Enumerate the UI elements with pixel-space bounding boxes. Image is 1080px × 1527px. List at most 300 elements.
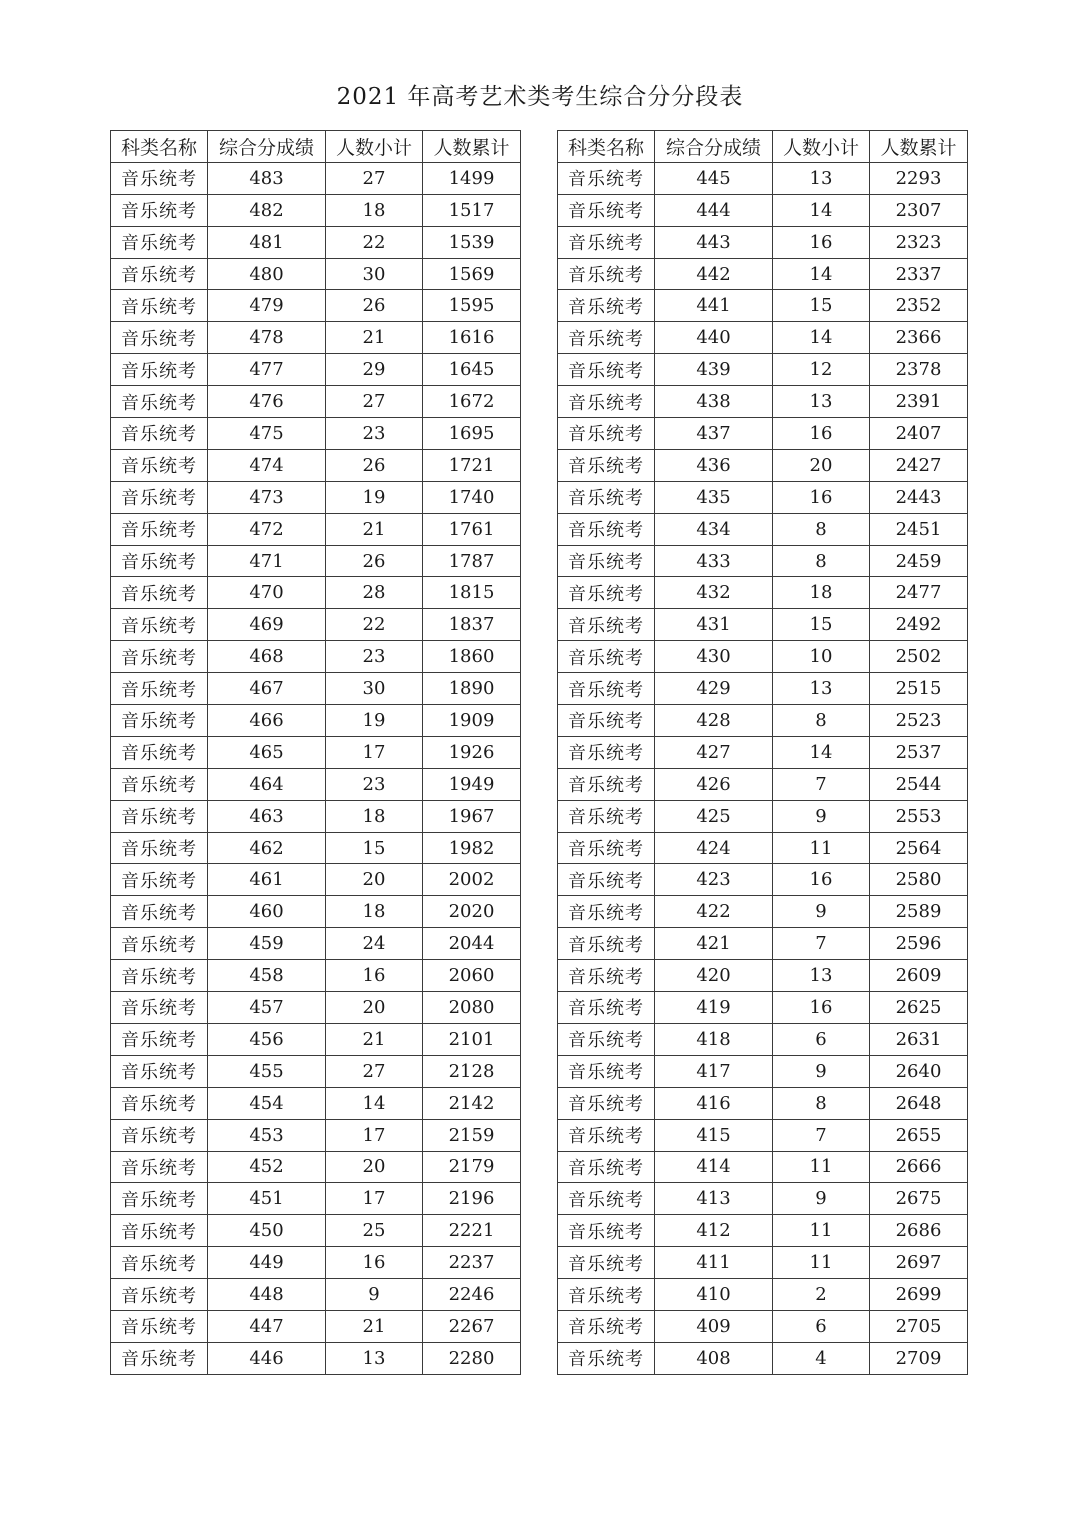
cell-count: 18: [326, 800, 423, 832]
table-row: [558, 705, 968, 737]
cell-category: 音乐统考: [111, 1215, 208, 1247]
cell-score: 455: [208, 1055, 326, 1087]
cell-category: 音乐统考: [111, 896, 208, 928]
cell-category: 音乐统考: [558, 354, 655, 386]
cell-score: 417: [655, 1055, 773, 1087]
cell-category: 音乐统考: [111, 768, 208, 800]
table-row: [558, 609, 968, 641]
cell-cumulative: 1499: [423, 162, 521, 194]
table-row: [111, 641, 521, 673]
cell-score: 408: [655, 1342, 773, 1374]
cell-category: 音乐统考: [111, 960, 208, 992]
cell-score: 430: [655, 641, 773, 673]
table-row: [111, 705, 521, 737]
cell-score: 445: [655, 162, 773, 194]
table-row: [558, 1310, 968, 1342]
cell-score: 461: [208, 864, 326, 896]
table-row: [111, 960, 521, 992]
cell-cumulative: 2709: [870, 1342, 968, 1374]
table-row: [558, 1247, 968, 1279]
cell-count: 2: [773, 1279, 870, 1311]
cell-cumulative: 2705: [870, 1310, 968, 1342]
cell-score: 414: [655, 1151, 773, 1183]
cell-score: 464: [208, 768, 326, 800]
cell-score: 428: [655, 705, 773, 737]
cell-score: 411: [655, 1247, 773, 1279]
cell-category: 音乐统考: [558, 1055, 655, 1087]
cell-category: 音乐统考: [111, 194, 208, 226]
cell-score: 470: [208, 577, 326, 609]
cell-score: 462: [208, 832, 326, 864]
score-table-left: [110, 130, 521, 1375]
cell-category: 音乐统考: [558, 1215, 655, 1247]
cell-score: 478: [208, 322, 326, 354]
cell-cumulative: 2352: [870, 290, 968, 322]
cell-count: 21: [326, 1023, 423, 1055]
cell-cumulative: 2020: [423, 896, 521, 928]
cell-count: 4: [773, 1342, 870, 1374]
cell-count: 11: [773, 1247, 870, 1279]
cell-count: 12: [773, 354, 870, 386]
cell-count: 14: [773, 194, 870, 226]
cell-score: 433: [655, 545, 773, 577]
table-row: [558, 800, 968, 832]
cell-category: 音乐统考: [558, 1247, 655, 1279]
cell-count: 17: [326, 1119, 423, 1151]
cell-count: 15: [326, 832, 423, 864]
cell-count: 9: [773, 896, 870, 928]
table-row: [558, 1151, 968, 1183]
cell-score: 479: [208, 290, 326, 322]
cell-cumulative: 2502: [870, 641, 968, 673]
table-row: [558, 896, 968, 928]
cell-category: 音乐统考: [111, 992, 208, 1024]
cell-count: 26: [326, 290, 423, 322]
cell-count: 21: [326, 1310, 423, 1342]
cell-score: 480: [208, 258, 326, 290]
cell-category: 音乐统考: [558, 1183, 655, 1215]
cell-cumulative: 1926: [423, 736, 521, 768]
cell-score: 466: [208, 705, 326, 737]
table-row: [558, 960, 968, 992]
cell-cumulative: 2648: [870, 1087, 968, 1119]
cell-score: 416: [655, 1087, 773, 1119]
table-row: [111, 1055, 521, 1087]
cell-score: 432: [655, 577, 773, 609]
cell-cumulative: 2128: [423, 1055, 521, 1087]
cell-count: 29: [326, 354, 423, 386]
cell-category: 音乐统考: [111, 1279, 208, 1311]
cell-category: 音乐统考: [558, 449, 655, 481]
cell-category: 音乐统考: [558, 673, 655, 705]
table-row: [558, 1183, 968, 1215]
cell-cumulative: 2580: [870, 864, 968, 896]
table-row: [111, 194, 521, 226]
table-row: [111, 1023, 521, 1055]
cell-count: 16: [773, 481, 870, 513]
cell-category: 音乐统考: [111, 1151, 208, 1183]
cell-category: 音乐统考: [111, 1055, 208, 1087]
cell-score: 468: [208, 641, 326, 673]
table-row: [111, 768, 521, 800]
cell-cumulative: 2237: [423, 1247, 521, 1279]
table-row: [558, 386, 968, 418]
table-row: [111, 928, 521, 960]
table-row: [558, 992, 968, 1024]
cell-cumulative: 2537: [870, 736, 968, 768]
table-row: [111, 992, 521, 1024]
cell-cumulative: 1949: [423, 768, 521, 800]
header-score: 综合分成绩: [655, 131, 773, 163]
cell-category: 音乐统考: [111, 1183, 208, 1215]
cell-category: 音乐统考: [111, 481, 208, 513]
cell-count: 28: [326, 577, 423, 609]
table-row: [558, 832, 968, 864]
table-row: [558, 354, 968, 386]
table-row: [558, 258, 968, 290]
cell-count: 11: [773, 1151, 870, 1183]
cell-cumulative: 2323: [870, 226, 968, 258]
table-row: [558, 577, 968, 609]
cell-count: 9: [773, 1183, 870, 1215]
cell-score: 458: [208, 960, 326, 992]
cell-cumulative: 2666: [870, 1151, 968, 1183]
cell-category: 音乐统考: [558, 800, 655, 832]
cell-cumulative: 2640: [870, 1055, 968, 1087]
table-row: [111, 896, 521, 928]
table-row: [558, 864, 968, 896]
cell-category: 音乐统考: [558, 736, 655, 768]
cell-score: 429: [655, 673, 773, 705]
cell-category: 音乐统考: [111, 928, 208, 960]
cell-count: 13: [773, 162, 870, 194]
cell-category: 音乐统考: [558, 322, 655, 354]
table-row: [558, 1215, 968, 1247]
table-row: [111, 1342, 521, 1374]
table-row: [558, 545, 968, 577]
cell-cumulative: 2142: [423, 1087, 521, 1119]
table-row: [111, 258, 521, 290]
table-row: [558, 418, 968, 450]
cell-score: 474: [208, 449, 326, 481]
cell-count: 19: [326, 705, 423, 737]
cell-count: 11: [773, 1215, 870, 1247]
table-row: [111, 673, 521, 705]
cell-score: 446: [208, 1342, 326, 1374]
cell-category: 音乐统考: [558, 162, 655, 194]
cell-count: 6: [773, 1023, 870, 1055]
table-row: [111, 1087, 521, 1119]
cell-category: 音乐统考: [111, 705, 208, 737]
cell-score: 447: [208, 1310, 326, 1342]
table-row: [111, 545, 521, 577]
cell-category: 音乐统考: [558, 418, 655, 450]
cell-category: 音乐统考: [111, 673, 208, 705]
table-row: [111, 864, 521, 896]
table-row: [558, 513, 968, 545]
cell-cumulative: 2564: [870, 832, 968, 864]
cell-category: 音乐统考: [558, 1087, 655, 1119]
table-row: [111, 354, 521, 386]
table-header-row: [111, 131, 521, 163]
cell-score: 419: [655, 992, 773, 1024]
cell-cumulative: 1909: [423, 705, 521, 737]
cell-score: 409: [655, 1310, 773, 1342]
cell-category: 音乐统考: [111, 418, 208, 450]
cell-score: 435: [655, 481, 773, 513]
cell-cumulative: 1672: [423, 386, 521, 418]
table-row: [111, 736, 521, 768]
cell-category: 音乐统考: [111, 641, 208, 673]
cell-cumulative: 2443: [870, 481, 968, 513]
table-row: [558, 449, 968, 481]
cell-cumulative: 1517: [423, 194, 521, 226]
cell-category: 音乐统考: [111, 1247, 208, 1279]
cell-count: 14: [773, 258, 870, 290]
cell-cumulative: 1740: [423, 481, 521, 513]
cell-cumulative: 2101: [423, 1023, 521, 1055]
cell-score: 421: [655, 928, 773, 960]
table-row: [558, 1055, 968, 1087]
cell-category: 音乐统考: [111, 354, 208, 386]
cell-count: 23: [326, 641, 423, 673]
cell-category: 音乐统考: [558, 1279, 655, 1311]
cell-category: 音乐统考: [558, 960, 655, 992]
cell-score: 469: [208, 609, 326, 641]
cell-score: 410: [655, 1279, 773, 1311]
cell-score: 418: [655, 1023, 773, 1055]
cell-score: 453: [208, 1119, 326, 1151]
table-row: [558, 1119, 968, 1151]
cell-score: 444: [655, 194, 773, 226]
cell-count: 27: [326, 1055, 423, 1087]
cell-count: 14: [773, 736, 870, 768]
cell-cumulative: 2451: [870, 513, 968, 545]
cell-category: 音乐统考: [558, 928, 655, 960]
cell-count: 6: [773, 1310, 870, 1342]
table-row: [111, 1247, 521, 1279]
cell-category: 音乐统考: [111, 513, 208, 545]
cell-cumulative: 2655: [870, 1119, 968, 1151]
cell-score: 477: [208, 354, 326, 386]
table-row: [558, 481, 968, 513]
cell-score: 426: [655, 768, 773, 800]
cell-category: 音乐统考: [111, 800, 208, 832]
cell-cumulative: 2267: [423, 1310, 521, 1342]
cell-category: 音乐统考: [558, 641, 655, 673]
cell-category: 音乐统考: [111, 864, 208, 896]
cell-category: 音乐统考: [558, 609, 655, 641]
cell-score: 438: [655, 386, 773, 418]
table-row: [111, 481, 521, 513]
cell-cumulative: 2427: [870, 449, 968, 481]
table-row: [558, 1023, 968, 1055]
table-row: [111, 418, 521, 450]
cell-cumulative: 1721: [423, 449, 521, 481]
cell-category: 音乐统考: [111, 162, 208, 194]
cell-count: 8: [773, 545, 870, 577]
table-row: [558, 290, 968, 322]
table-header-row: [558, 131, 968, 163]
cell-category: 音乐统考: [558, 226, 655, 258]
cell-cumulative: 2080: [423, 992, 521, 1024]
cell-count: 16: [326, 1247, 423, 1279]
cell-count: 9: [773, 800, 870, 832]
cell-score: 436: [655, 449, 773, 481]
cell-score: 482: [208, 194, 326, 226]
cell-cumulative: 2337: [870, 258, 968, 290]
cell-category: 音乐统考: [111, 290, 208, 322]
cell-score: 437: [655, 418, 773, 450]
cell-category: 音乐统考: [111, 1023, 208, 1055]
cell-count: 30: [326, 673, 423, 705]
cell-count: 9: [326, 1279, 423, 1311]
cell-score: 427: [655, 736, 773, 768]
cell-cumulative: 2293: [870, 162, 968, 194]
cell-count: 16: [773, 226, 870, 258]
cell-count: 16: [326, 960, 423, 992]
table-row: [111, 322, 521, 354]
table-row: [558, 1087, 968, 1119]
cell-count: 13: [326, 1342, 423, 1374]
header-category: 科类名称: [111, 131, 208, 163]
cell-count: 18: [326, 896, 423, 928]
cell-score: 440: [655, 322, 773, 354]
cell-category: 音乐统考: [558, 705, 655, 737]
cell-score: 457: [208, 992, 326, 1024]
cell-cumulative: 2407: [870, 418, 968, 450]
cell-category: 音乐统考: [558, 1310, 655, 1342]
cell-category: 音乐统考: [558, 386, 655, 418]
cell-count: 23: [326, 768, 423, 800]
cell-score: 424: [655, 832, 773, 864]
cell-category: 音乐统考: [558, 992, 655, 1024]
cell-category: 音乐统考: [558, 545, 655, 577]
header-cumulative: 人数累计: [423, 131, 521, 163]
table-row: [111, 1215, 521, 1247]
cell-cumulative: 2459: [870, 545, 968, 577]
cell-score: 454: [208, 1087, 326, 1119]
cell-count: 20: [773, 449, 870, 481]
cell-score: 443: [655, 226, 773, 258]
cell-count: 7: [773, 928, 870, 960]
cell-cumulative: 2609: [870, 960, 968, 992]
cell-cumulative: 1569: [423, 258, 521, 290]
cell-cumulative: 1890: [423, 673, 521, 705]
table-row: [558, 194, 968, 226]
cell-score: 467: [208, 673, 326, 705]
cell-cumulative: 2631: [870, 1023, 968, 1055]
cell-cumulative: 2391: [870, 386, 968, 418]
cell-cumulative: 1815: [423, 577, 521, 609]
cell-cumulative: 2699: [870, 1279, 968, 1311]
cell-category: 音乐统考: [558, 258, 655, 290]
table-row: [111, 162, 521, 194]
cell-cumulative: 1860: [423, 641, 521, 673]
cell-score: 456: [208, 1023, 326, 1055]
cell-category: 音乐统考: [558, 577, 655, 609]
cell-count: 8: [773, 705, 870, 737]
header-score: 综合分成绩: [208, 131, 326, 163]
cell-score: 431: [655, 609, 773, 641]
cell-category: 音乐统考: [111, 577, 208, 609]
cell-cumulative: 1539: [423, 226, 521, 258]
cell-cumulative: 2280: [423, 1342, 521, 1374]
cell-score: 473: [208, 481, 326, 513]
cell-count: 20: [326, 1151, 423, 1183]
cell-category: 音乐统考: [558, 481, 655, 513]
table-row: [111, 577, 521, 609]
cell-score: 459: [208, 928, 326, 960]
cell-count: 20: [326, 992, 423, 1024]
cell-count: 10: [773, 641, 870, 673]
cell-count: 26: [326, 545, 423, 577]
cell-count: 16: [773, 864, 870, 896]
table-row: [111, 290, 521, 322]
table-row: [111, 386, 521, 418]
cell-score: 460: [208, 896, 326, 928]
cell-score: 465: [208, 736, 326, 768]
table-row: [111, 1151, 521, 1183]
cell-cumulative: 2553: [870, 800, 968, 832]
cell-count: 15: [773, 609, 870, 641]
score-table-right: [557, 130, 968, 1375]
cell-cumulative: 2675: [870, 1183, 968, 1215]
cell-count: 27: [326, 386, 423, 418]
table-row: [111, 832, 521, 864]
cell-category: 音乐统考: [558, 1119, 655, 1151]
cell-cumulative: 2515: [870, 673, 968, 705]
cell-cumulative: 2697: [870, 1247, 968, 1279]
table-row: [558, 226, 968, 258]
cell-category: 音乐统考: [111, 258, 208, 290]
table-row: [111, 800, 521, 832]
cell-category: 音乐统考: [111, 386, 208, 418]
cell-category: 音乐统考: [111, 1119, 208, 1151]
cell-category: 音乐统考: [558, 1151, 655, 1183]
page-title: 2021 年高考艺术类考生综合分分段表: [336, 84, 744, 110]
cell-count: 8: [773, 1087, 870, 1119]
table-row: [111, 226, 521, 258]
table-row: [111, 1183, 521, 1215]
cell-score: 439: [655, 354, 773, 386]
cell-category: 音乐统考: [558, 513, 655, 545]
cell-score: 463: [208, 800, 326, 832]
table-row: [111, 1279, 521, 1311]
cell-cumulative: 1982: [423, 832, 521, 864]
cell-category: 音乐统考: [558, 194, 655, 226]
cell-category: 音乐统考: [111, 1310, 208, 1342]
cell-category: 音乐统考: [558, 832, 655, 864]
cell-cumulative: 2625: [870, 992, 968, 1024]
cell-score: 423: [655, 864, 773, 896]
cell-count: 27: [326, 162, 423, 194]
cell-score: 449: [208, 1247, 326, 1279]
cell-count: 25: [326, 1215, 423, 1247]
cell-count: 7: [773, 768, 870, 800]
cell-cumulative: 1595: [423, 290, 521, 322]
cell-cumulative: 2179: [423, 1151, 521, 1183]
cell-score: 451: [208, 1183, 326, 1215]
cell-category: 音乐统考: [111, 226, 208, 258]
cell-score: 434: [655, 513, 773, 545]
cell-count: 17: [326, 1183, 423, 1215]
cell-count: 8: [773, 513, 870, 545]
cell-score: 448: [208, 1279, 326, 1311]
cell-count: 23: [326, 418, 423, 450]
cell-category: 音乐统考: [111, 449, 208, 481]
cell-score: 475: [208, 418, 326, 450]
